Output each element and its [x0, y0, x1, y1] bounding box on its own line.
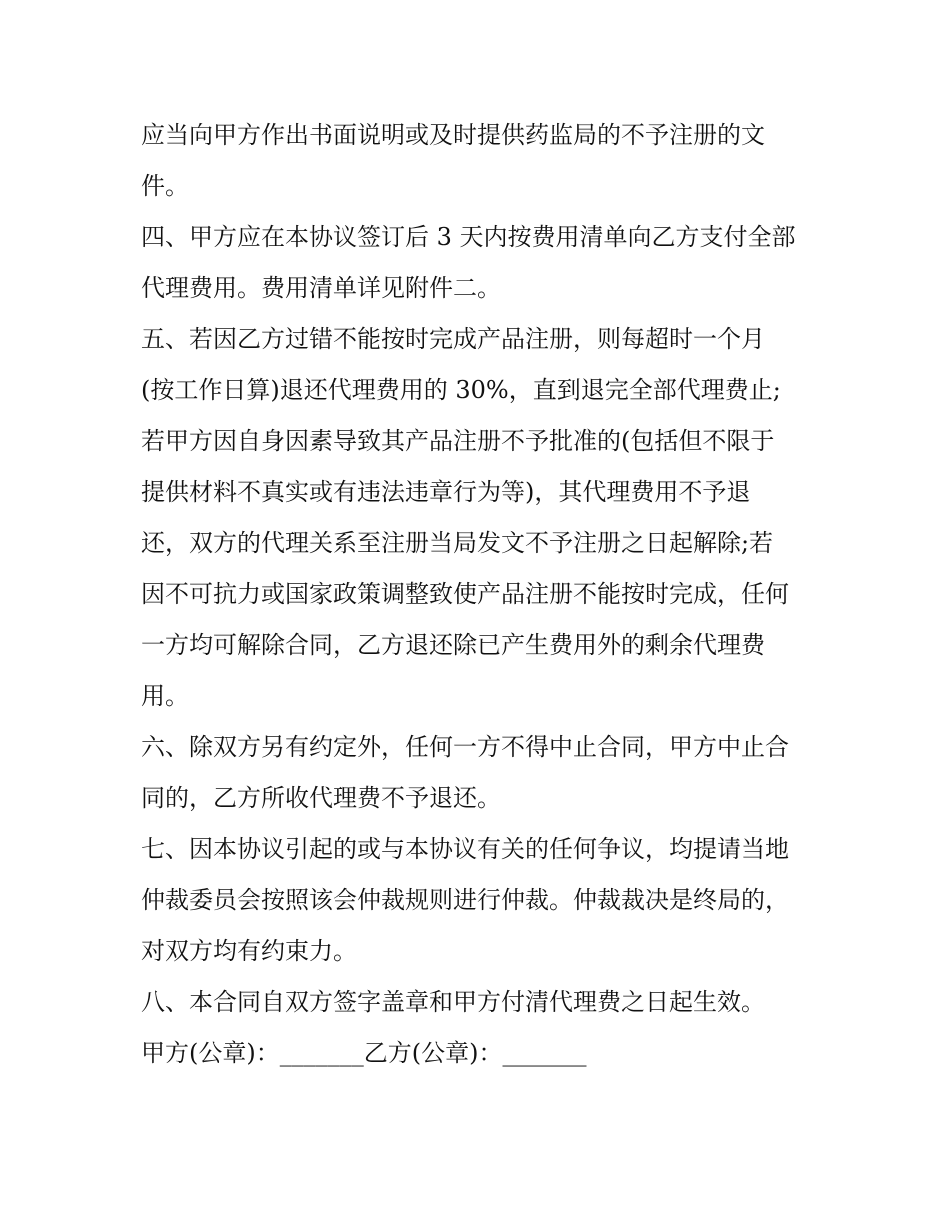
text-line: 对双方均有约束力。	[141, 937, 357, 965]
text-line: 件。	[141, 172, 189, 200]
clause-5-line: 五、若因乙方过错不能按时完成产品注册，则每超时一个月	[141, 325, 765, 353]
text-line: 用。	[141, 682, 189, 710]
signature-line: 甲方(公章)：_______乙方(公章)：_______	[141, 1039, 587, 1067]
text-line: 提供材料不真实或有违法违章行为等)，其代理费用不予退	[141, 478, 751, 506]
text-line: 还，双方的代理关系至注册当局发文不予注册之日起解除;若	[141, 529, 774, 557]
text-line: 仲裁委员会按照该会仲裁规则进行仲裁。仲裁裁决是终局的，	[141, 886, 789, 914]
text-line: 因不可抗力或国家政策调整致使产品注册不能按时完成，任何	[141, 580, 789, 608]
text-line: 应当向甲方作出书面说明或及时提供药监局的不予注册的文	[141, 121, 765, 149]
clause-6-line: 六、除双方另有约定外，任何一方不得中止合同，甲方中止合	[141, 733, 789, 761]
text-line: 一方均可解除合同，乙方退还除已产生费用外的剩余代理费	[141, 631, 765, 659]
text-line: 代理费用。费用清单详见附件二。	[141, 274, 501, 302]
contract-text	[141, 110, 831, 1079]
text-line: (按工作日算)退还代理费用的 30%，直到退完全部代理费止;	[141, 376, 781, 404]
text-line: 同的，乙方所收代理费不予退还。	[141, 784, 501, 812]
clause-8-line: 八、本合同自双方签字盖章和甲方付清代理费之日起生效。	[141, 988, 765, 1016]
clause-4-line: 四、甲方应在本协议签订后 3 天内按费用清单向乙方支付全部	[141, 223, 796, 251]
text-line: 若甲方因自身因素导致其产品注册不予批准的(包括但不限于	[141, 427, 775, 455]
clause-7-line: 七、因本协议引起的或与本协议有关的任何争议，均提请当地	[141, 835, 789, 863]
